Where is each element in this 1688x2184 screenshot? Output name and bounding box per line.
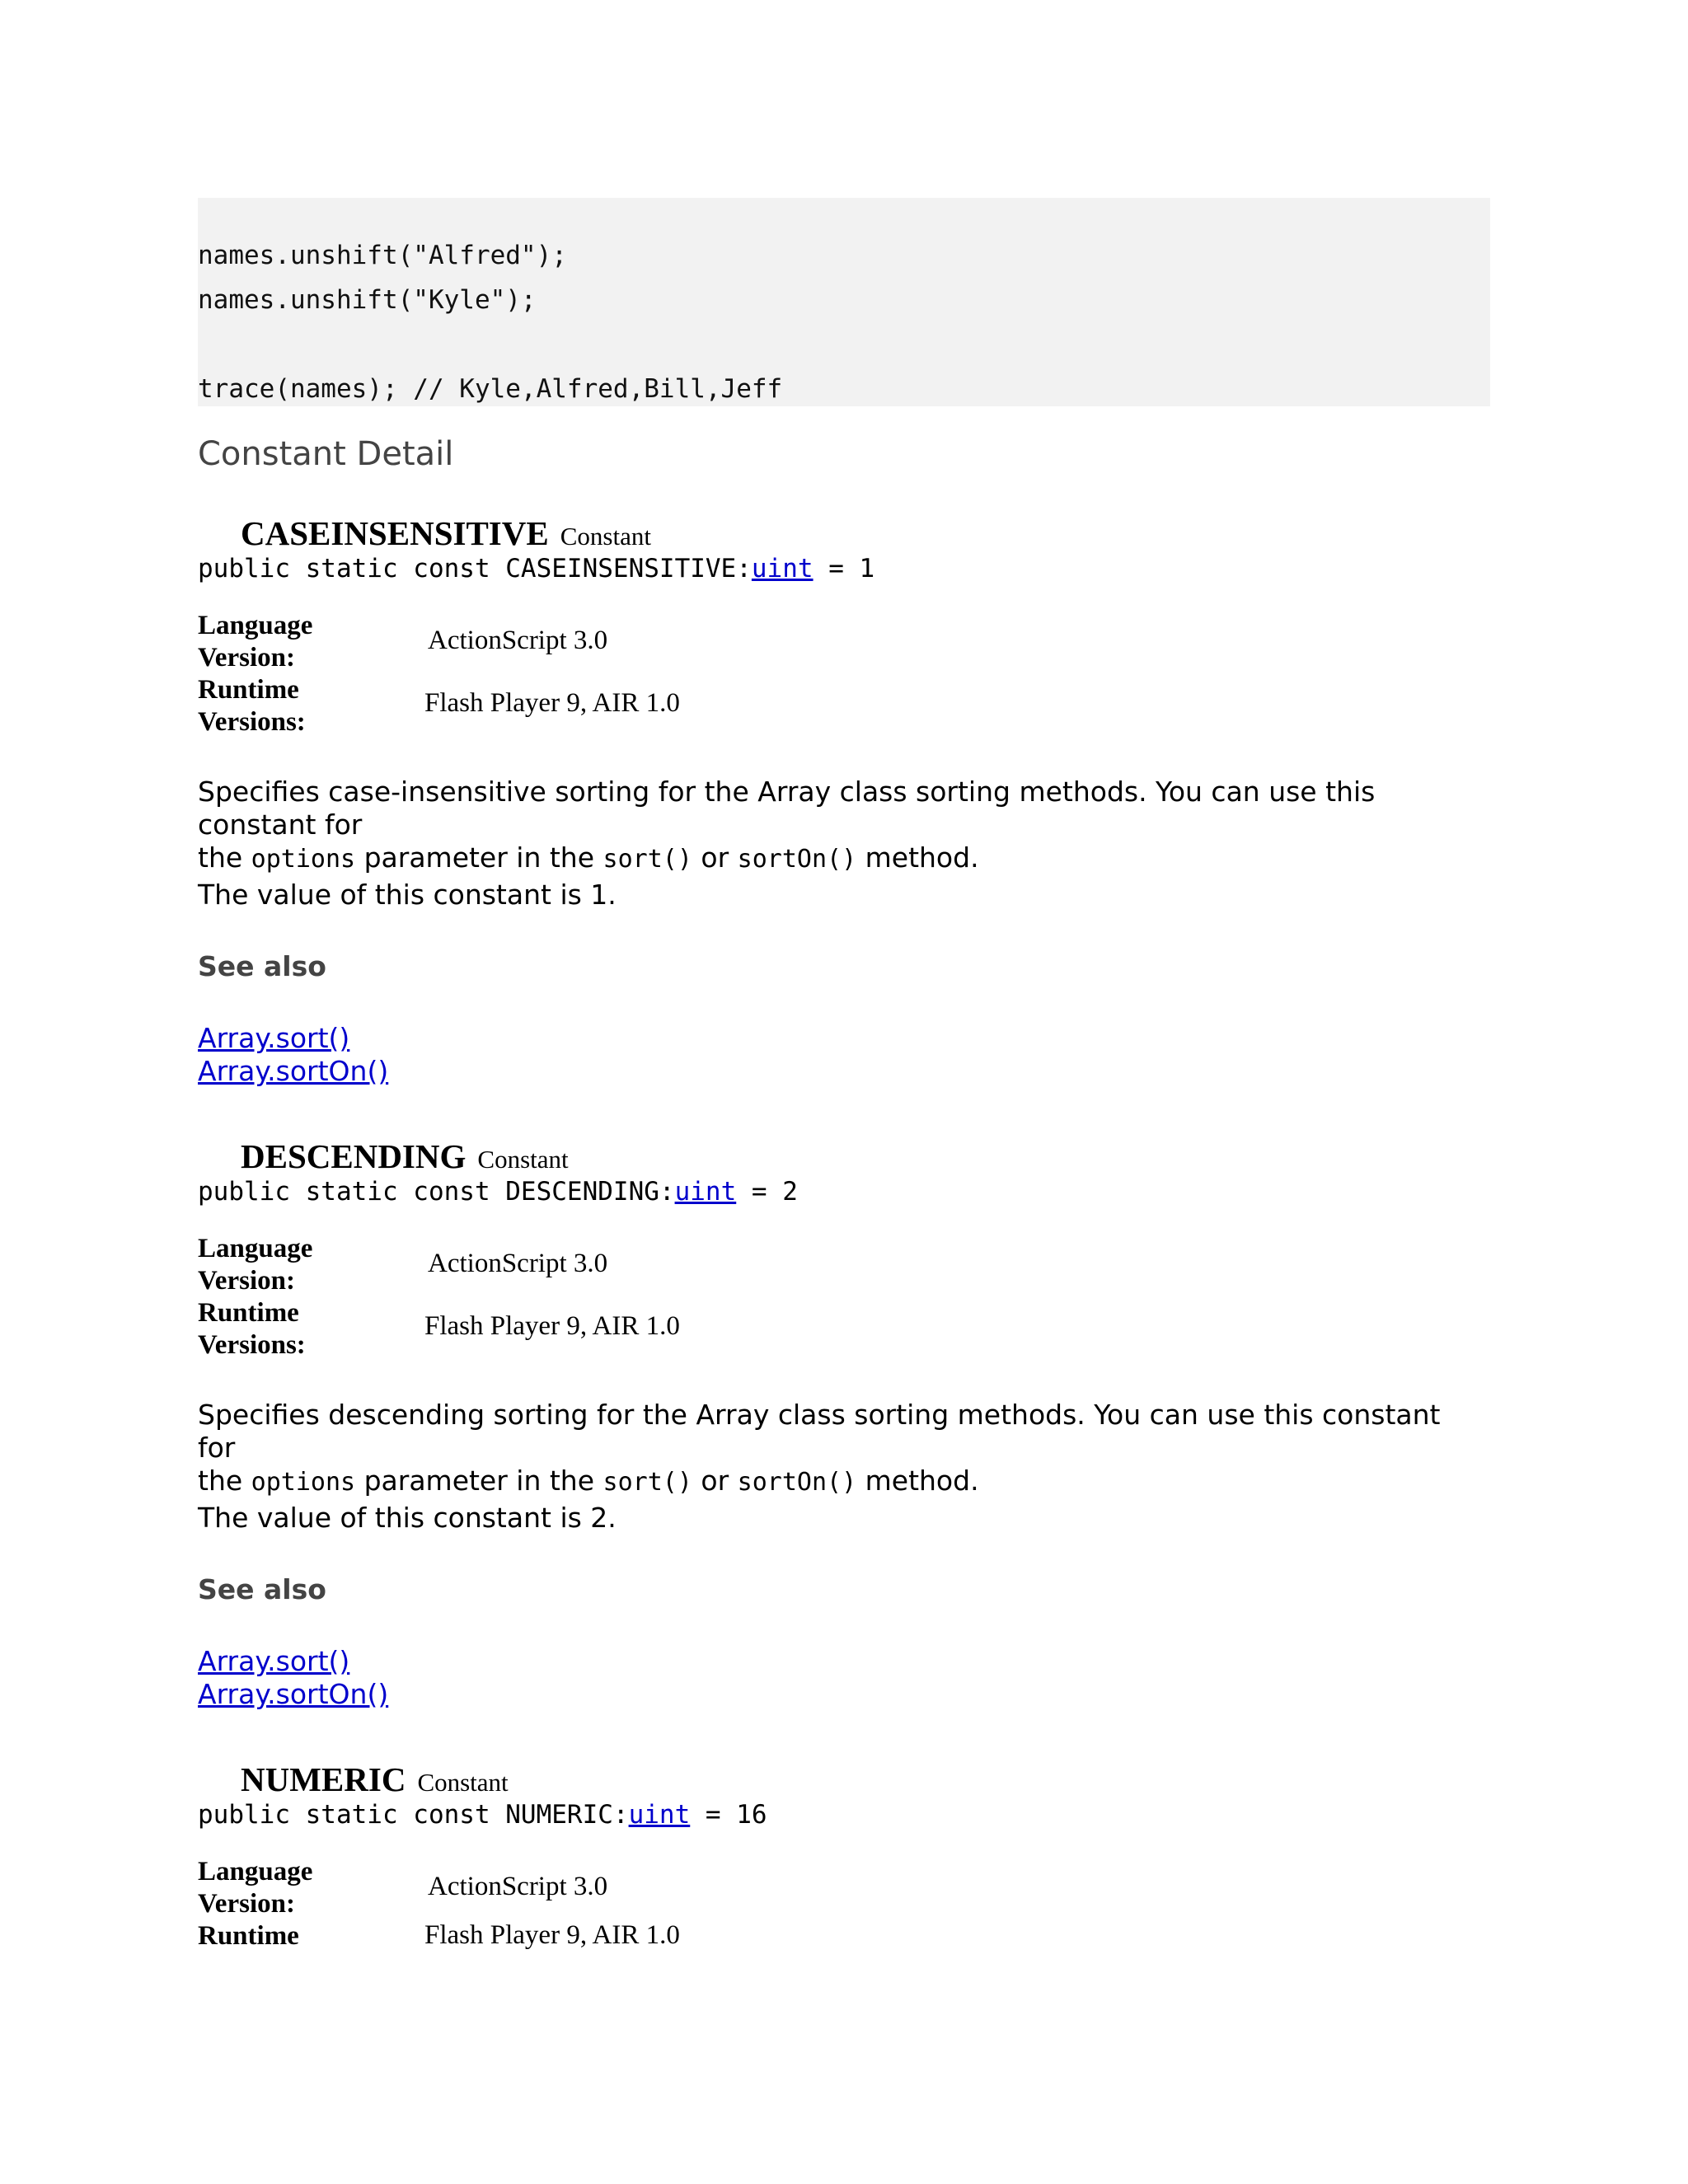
- label-line: Language: [198, 1857, 313, 1886]
- constant-signature: [198, 1798, 767, 1831]
- signature-suffix: = 1: [813, 554, 875, 583]
- desc-text: method.: [856, 1465, 979, 1497]
- constant-name: NUMERIC: [241, 1760, 406, 1798]
- code-line: trace(names); // Kyle,Alfred,Bill,Jeff: [198, 374, 783, 404]
- label-line: Version:: [198, 643, 295, 673]
- code-options: options: [251, 845, 356, 874]
- language-version-value: ActionScript 3.0: [428, 626, 608, 655]
- desc-text: or: [692, 841, 738, 874]
- signature-suffix: = 16: [690, 1800, 767, 1830]
- see-also-link-sort[interactable]: Array.sort(): [198, 1022, 350, 1054]
- constant-kind: Constant: [417, 1768, 509, 1797]
- constant-description: [198, 1399, 1484, 1499]
- description-line: Specifies case-insensitive sorting for the Array class sorting methods. You can use this constant for: [198, 776, 1376, 841]
- language-version-value: ActionScript 3.0: [428, 1249, 608, 1278]
- code-sorton: sortOn(): [737, 845, 857, 874]
- see-also-link-sort[interactable]: Array.sort(): [198, 1645, 350, 1677]
- label-line: Runtime: [198, 1921, 299, 1951]
- label-line: Runtime: [198, 1298, 299, 1328]
- constant-kind: Constant: [477, 1145, 569, 1174]
- constant-description: [198, 776, 1484, 876]
- constant-signature: [198, 552, 874, 585]
- constant-kind: Constant: [560, 522, 651, 551]
- code-options: options: [251, 1468, 356, 1497]
- runtime-versions-label: [198, 1920, 299, 1952]
- runtime-versions-label: [198, 674, 306, 738]
- constant-name: DESCENDING: [241, 1137, 467, 1175]
- language-version-value: ActionScript 3.0: [428, 1872, 608, 1901]
- see-also-link-sorton[interactable]: Array.sortOn(): [198, 1678, 389, 1710]
- language-version-label: [198, 1856, 312, 1920]
- constant-value-text: The value of this constant is 2.: [198, 1502, 617, 1534]
- runtime-versions-value: Flash Player 9, AIR 1.0: [424, 688, 680, 718]
- description-line: Specifies descending sorting for the Array class sorting methods. You can use this constant for: [198, 1399, 1441, 1464]
- section-heading: Constant Detail: [198, 435, 454, 473]
- desc-text: parameter in the: [355, 1465, 603, 1497]
- label-line: Runtime: [198, 675, 299, 705]
- label-line: Language: [198, 1234, 313, 1263]
- language-version-label: [198, 1233, 312, 1297]
- label-line: Version:: [198, 1266, 295, 1296]
- label-line: Versions:: [198, 1330, 306, 1360]
- language-version-label: [198, 610, 312, 674]
- see-also-link-sorton[interactable]: Array.sortOn(): [198, 1055, 389, 1087]
- label-line: Language: [198, 611, 313, 640]
- runtime-versions-value: Flash Player 9, AIR 1.0: [424, 1920, 680, 1950]
- code-sort: sort(): [603, 845, 692, 874]
- runtime-versions-label: [198, 1297, 306, 1361]
- desc-text: or: [692, 1465, 738, 1497]
- desc-text: parameter in the: [355, 841, 603, 874]
- constant-name: CASEINSENSITIVE: [241, 514, 549, 552]
- desc-text: method.: [856, 841, 979, 874]
- description-line: [198, 841, 1484, 876]
- constant-value-text: The value of this constant is 1.: [198, 879, 617, 911]
- runtime-versions-value: Flash Player 9, AIR 1.0: [424, 1311, 680, 1341]
- see-also-heading: See also: [198, 1573, 326, 1605]
- signature-prefix: public static const CASEINSENSITIVE:: [198, 554, 752, 583]
- constant-signature: [198, 1175, 798, 1208]
- see-also-heading: See also: [198, 950, 326, 982]
- label-line: Version:: [198, 1889, 295, 1919]
- desc-text: the: [198, 1465, 251, 1497]
- code-line: names.unshift("Alfred");: [198, 241, 567, 270]
- type-link-uint[interactable]: uint: [628, 1800, 691, 1830]
- desc-text: the: [198, 841, 251, 874]
- signature-prefix: public static const DESCENDING:: [198, 1177, 675, 1207]
- type-link-uint[interactable]: uint: [674, 1177, 737, 1207]
- code-sorton: sortOn(): [737, 1468, 857, 1497]
- signature-suffix: = 2: [736, 1177, 798, 1207]
- code-sort: sort(): [603, 1468, 692, 1497]
- type-link-uint[interactable]: uint: [751, 554, 814, 583]
- code-line: names.unshift("Kyle");: [198, 285, 537, 315]
- label-line: Versions:: [198, 707, 306, 737]
- description-line: [198, 1465, 1484, 1499]
- signature-prefix: public static const NUMERIC:: [198, 1800, 629, 1830]
